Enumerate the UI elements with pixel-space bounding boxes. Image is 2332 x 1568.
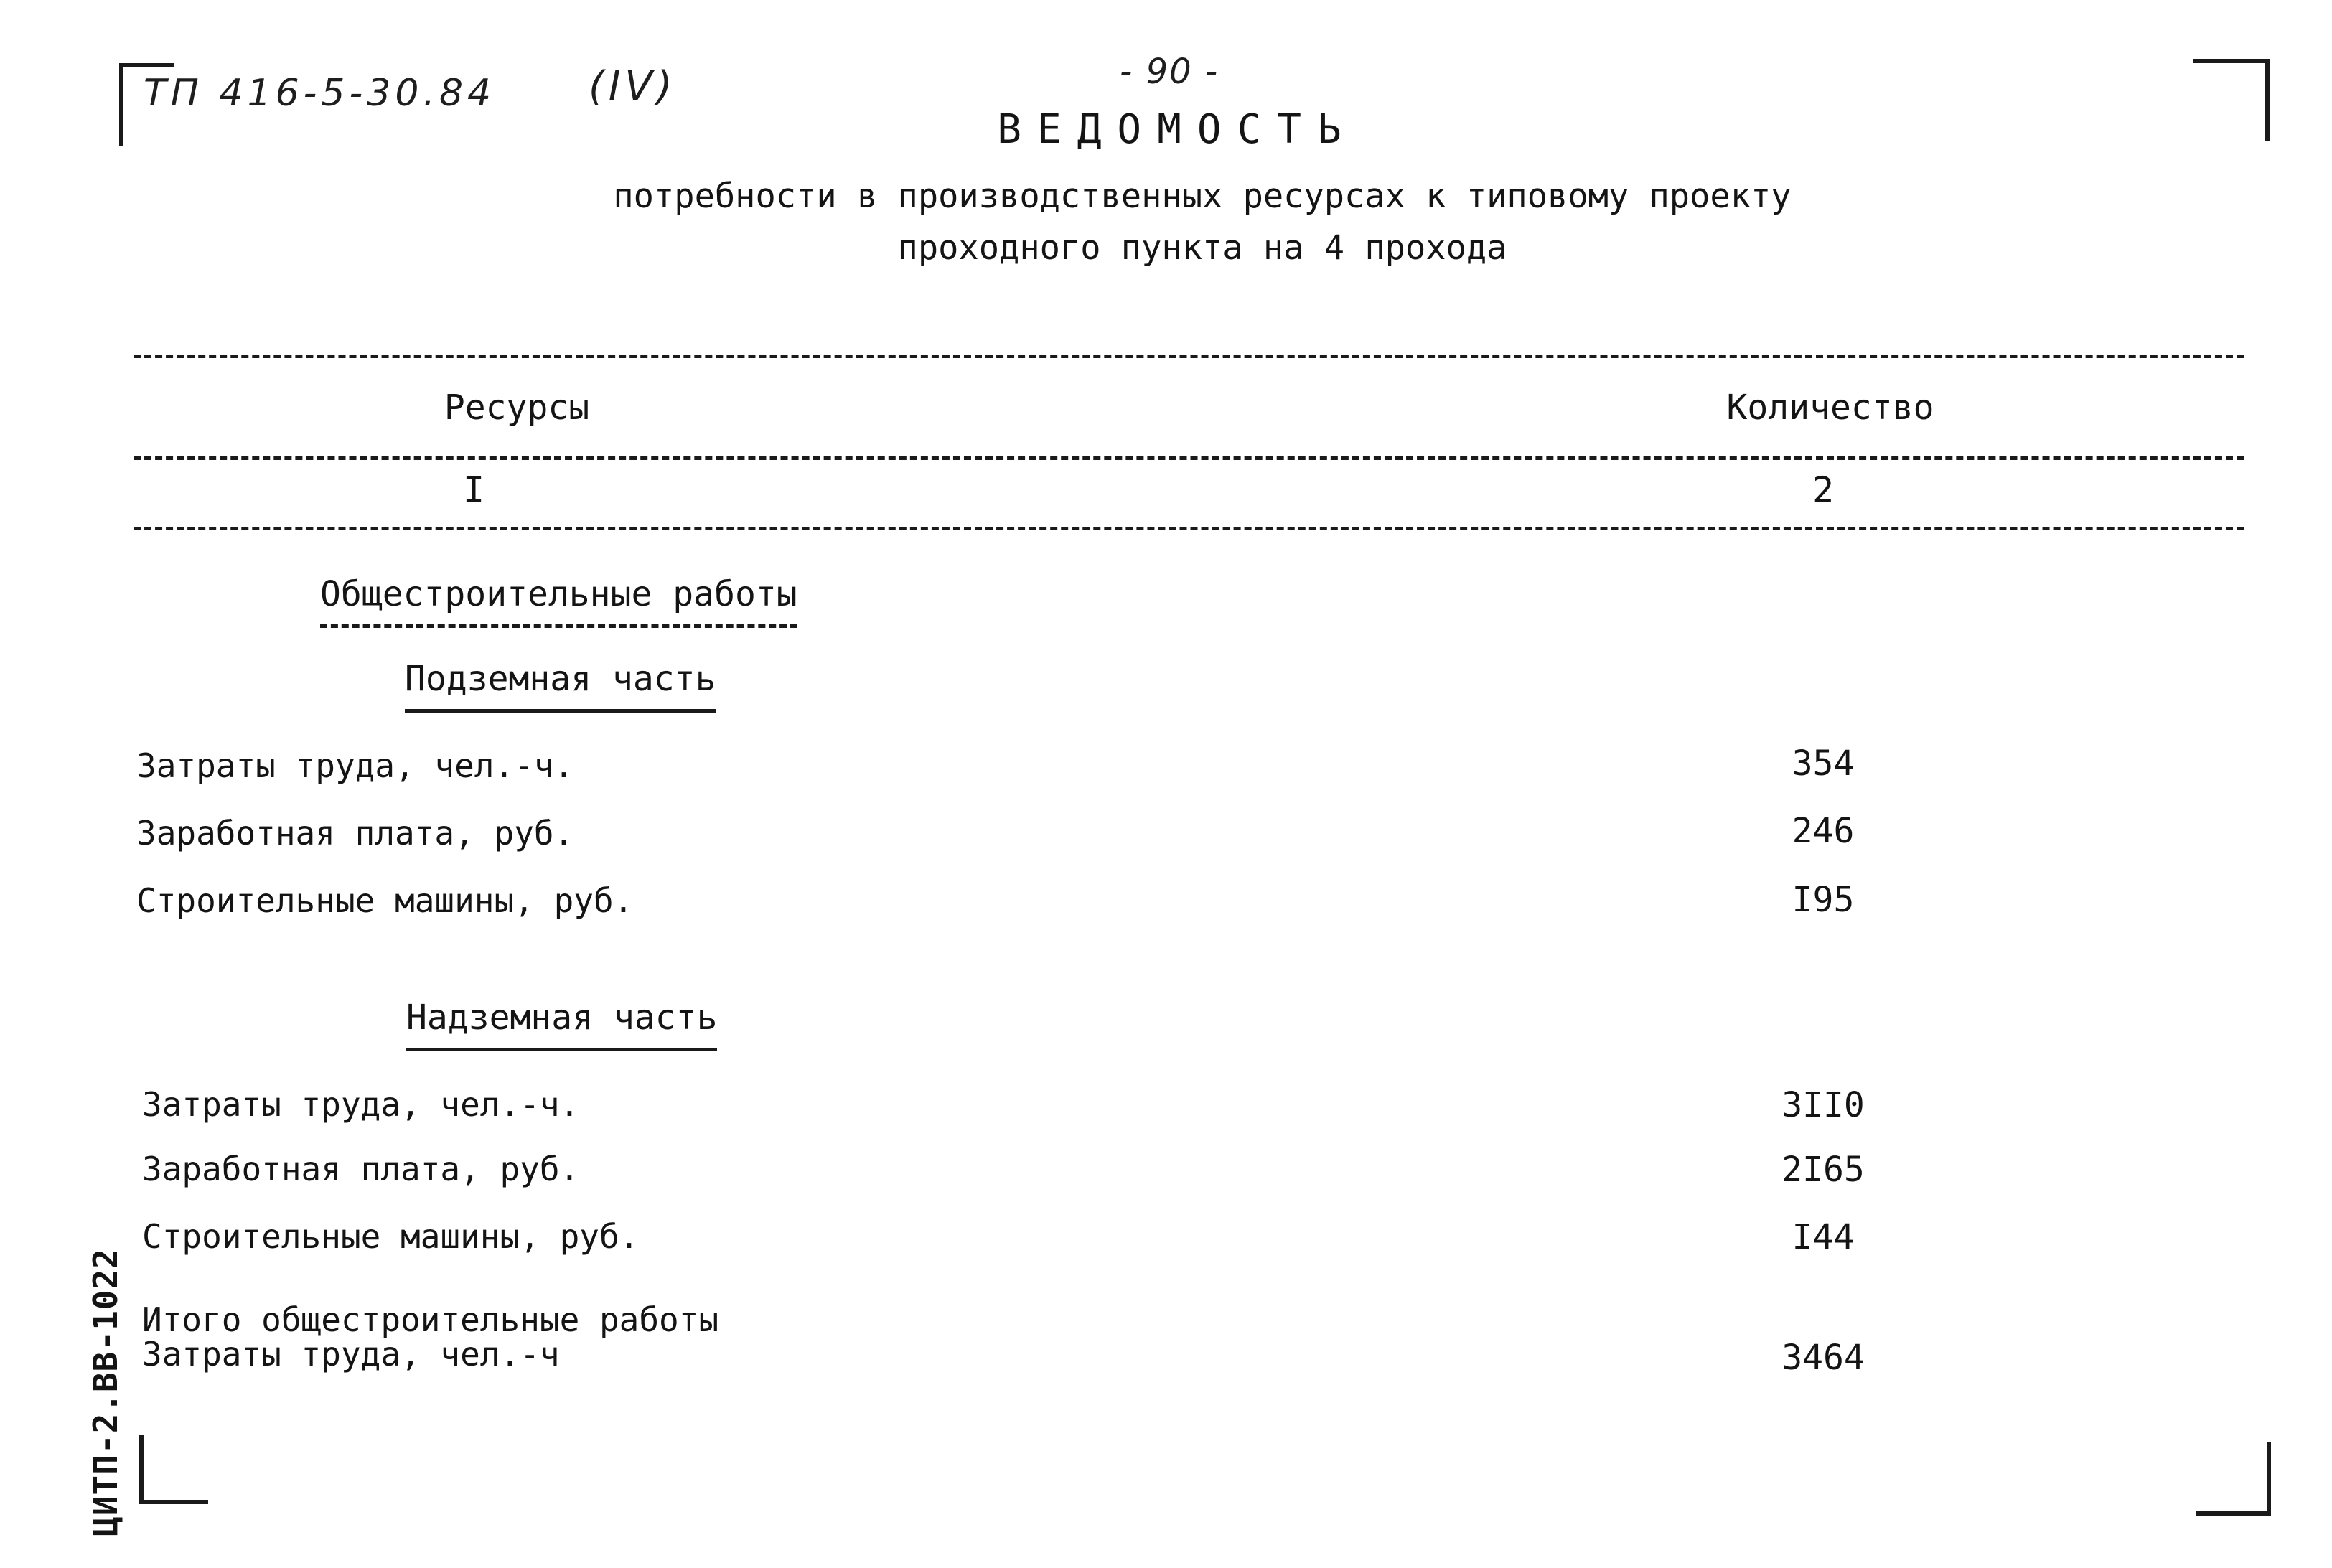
row-label-machines-underground: Строительные машины, руб. [136,881,634,920]
page-subtitle-line-2: проходного пункта на 4 прохода [897,228,1507,268]
row-value-wages-underground: 246 [1792,811,1855,851]
table-rule-header [134,456,2244,460]
row-value-labor-aboveground: 3II0 [1781,1085,1865,1125]
table-rule-top [134,355,2244,358]
row-value-machines-underground: I95 [1792,880,1855,920]
row-value-labor-underground: 354 [1792,743,1855,784]
corner-mark-top-right [2193,59,2270,141]
table-rule-numbers [134,527,2244,530]
row-value-wages-aboveground: 2I65 [1781,1150,1865,1190]
corner-mark-bottom-left [139,1435,208,1504]
row-label-wages-underground: Заработная плата, руб. [136,814,574,853]
group-title-aboveground: Надземная часть [406,997,717,1051]
volume-number: (IV) [589,63,677,110]
row-value-machines-aboveground: I44 [1792,1217,1855,1257]
row-label-wages-aboveground: Заработная плата, руб. [142,1150,580,1188]
page-number: - 90 - [1120,52,1219,92]
document-code: ТП 416-5-30.84 [144,72,496,115]
group-title-underground: Подземная часть [405,659,716,713]
column-header-quantity: Количество [1726,388,1934,428]
column-header-resources: Ресурсы [444,388,590,428]
total-value-labor: 3464 [1781,1338,1865,1378]
row-label-labor-aboveground: Затраты труда, чел.-ч. [142,1085,580,1124]
row-label-labor-underground: Затраты труда, чел.-ч. [136,746,574,785]
page-subtitle-line-1: потребности в производственных ресурсах к типовому проекту [613,177,1792,216]
corner-mark-bottom-right [2196,1442,2271,1516]
total-title: Итого общестроительные работы [142,1300,719,1339]
section-title: Общестроительные работы [320,574,797,628]
column-number-1: I [462,469,485,511]
page-title: ВЕДОМОСТЬ [997,106,1357,153]
row-label-machines-aboveground: Строительные машины, руб. [142,1217,640,1256]
total-label-labor: Затраты труда, чел.-ч [142,1335,560,1374]
column-number-2: 2 [1812,469,1835,511]
side-stamp: ЦИТП-2.ВВ-1022 [86,1248,125,1536]
